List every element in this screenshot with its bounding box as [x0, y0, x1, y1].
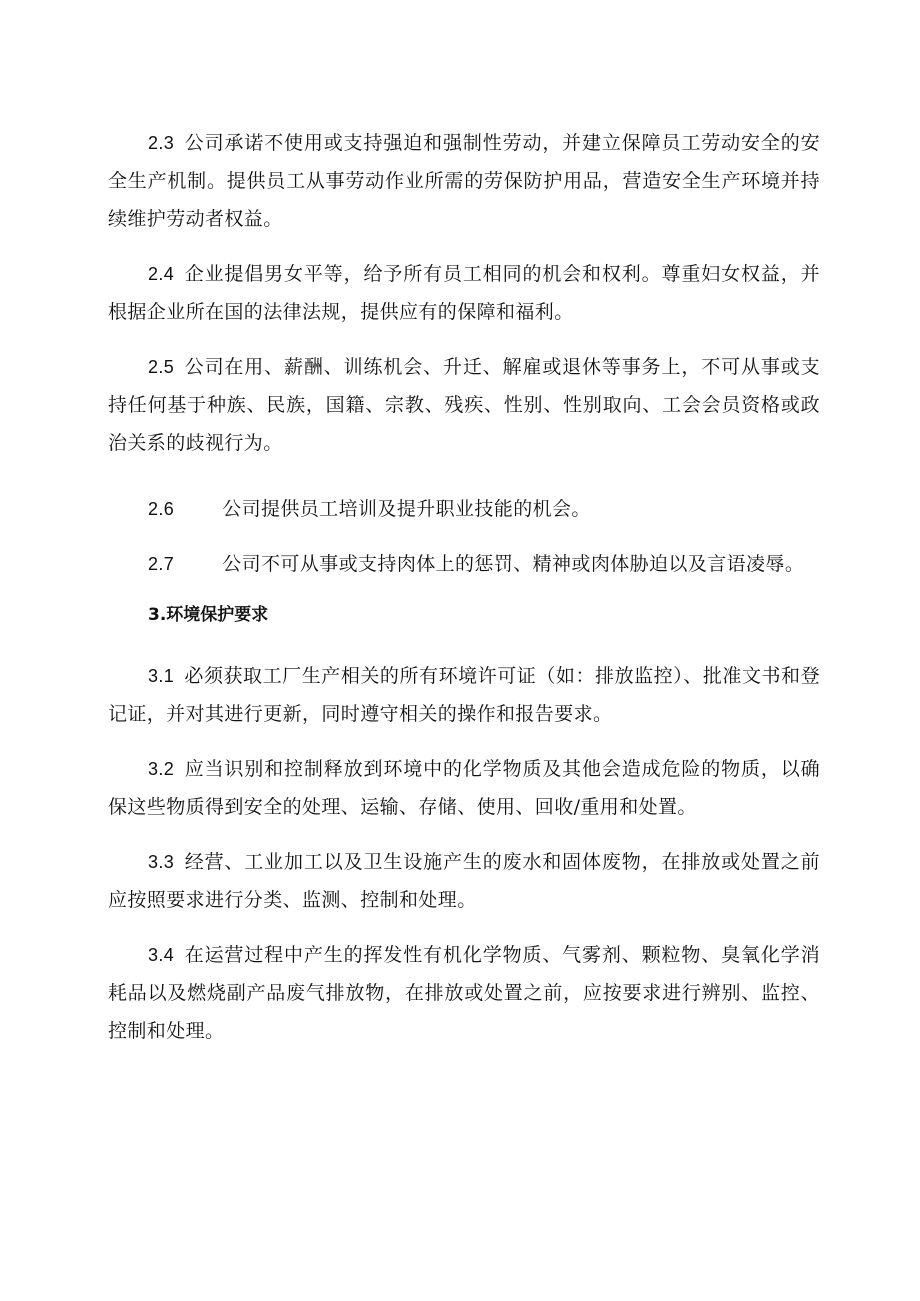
clause-number: 3.2 [148, 759, 175, 779]
paragraph-3-4 [108, 936, 820, 1050]
clause-number: 2.7 [148, 554, 175, 574]
clause-text: 在运营过程中产生的挥发性有机化学物质、气雾剂、颗粒物、臭氧化学消耗品以及燃烧副产品废气排放物，在排放或处置之前，应按要求进行辨别、监控、控制和处理。 [108, 944, 820, 1042]
paragraph-3-1 [108, 657, 820, 733]
clause-number: 2.4 [148, 264, 175, 284]
paragraph-2-7 [108, 545, 820, 583]
section-3-heading: 3.环境保护要求 [148, 605, 269, 625]
clause-number: 2.3 [148, 133, 175, 153]
clause-number: 2.5 [148, 357, 175, 377]
clause-text: 公司承诺不使用或支持强迫和强制性劳动，并建立保障员工劳动安全的安全生产机制。提供员工从事劳动作业所需的劳保防护用品，营造安全生产环境并持续维护劳动者权益。 [108, 132, 820, 230]
clause-text: 公司不可从事或支持肉体上的惩罚、精神或肉体胁迫以及言语凌辱。 [222, 553, 805, 575]
clause-number: 3.1 [148, 666, 175, 686]
clause-text: 应当识别和控制释放到环境中的化学物质及其他会造成危险的物质，以确保这些物质得到安全的处理、运输、存储、使用、回收/重用和处置。 [108, 758, 820, 818]
paragraph-3-2 [108, 750, 820, 826]
clause-text: 企业提倡男女平等，给予所有员工相同的机会和权利。尊重妇女权益，并根据企业所在国的法律法规，提供应有的保障和福利。 [108, 263, 820, 323]
clause-number: 3.4 [148, 945, 175, 965]
clause-number: 2.6 [148, 499, 175, 519]
paragraph-2-3 [108, 124, 820, 238]
clause-text: 公司在用、薪酬、训练机会、升迁、解雇或退休等事务上，不可从事或支持任何基于种族、民族，国籍、宗教、残疾、性别、性别取向、工会会员资格或政治关系的歧视行为。 [108, 356, 820, 454]
clause-number: 3.3 [148, 852, 175, 872]
clause-text: 必须获取工厂生产相关的所有环境许可证（如：排放监控）、批准文书和登记证，并对其进行更新，同时遵守相关的操作和报告要求。 [108, 665, 820, 725]
clause-text: 公司提供员工培训及提升职业技能的机会。 [222, 498, 591, 520]
clause-text: 经营、工业加工以及卫生设施产生的废水和固体废物，在排放或处置之前应按照要求进行分类、监测、控制和处理。 [108, 851, 820, 911]
paragraph-2-6 [108, 490, 820, 528]
paragraph-2-5 [108, 348, 820, 462]
paragraph-2-4 [108, 255, 820, 331]
paragraph-3-3 [108, 843, 820, 919]
